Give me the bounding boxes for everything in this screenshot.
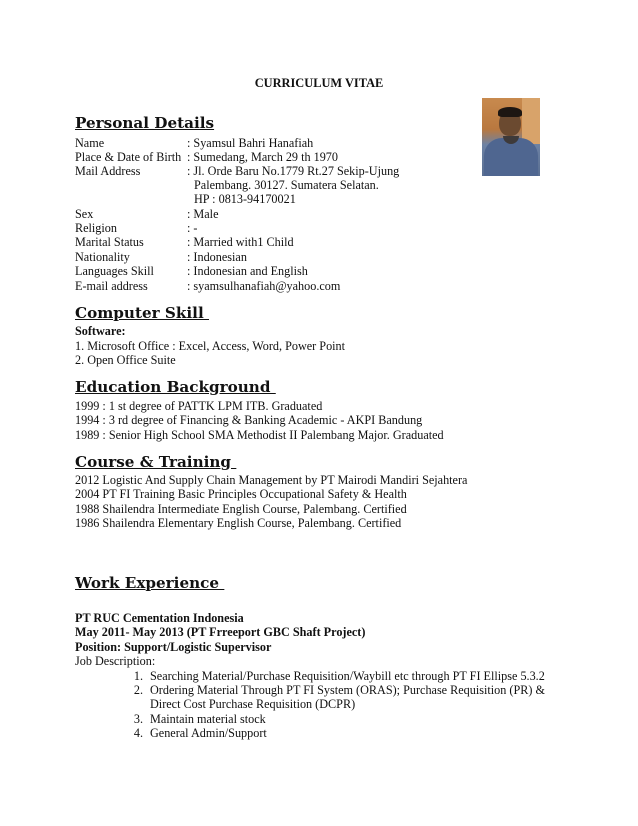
task-text: Ordering Material Through PT FI System (ORAS); Purchase Requisition (PR) & <box>150 683 545 697</box>
photo-background <box>522 98 540 144</box>
task-number: 2. <box>133 683 143 697</box>
birth-label: Place & Date of Birth <box>75 150 182 164</box>
work-period: May 2011- May 2013 (PT Frreeport GBC Shaft Project) <box>75 625 366 639</box>
course-item: 1988 Shailendra Intermediate English Course, Palembang. Certified <box>75 502 407 516</box>
education-item: 1989 : Senior High School SMA Methodist II Palembang Major. Graduated <box>75 428 444 442</box>
software-label: Software: <box>75 324 126 338</box>
email-label: E-mail address <box>75 279 148 293</box>
mail-phone: HP : 0813-94170021 <box>194 192 296 206</box>
education-heading: Education Background <box>75 378 276 396</box>
marital-label: Marital Status <box>75 235 144 249</box>
company-name: PT RUC Cementation Indonesia <box>75 611 244 625</box>
course-training-heading: Course & Training <box>75 453 237 471</box>
computer-skill-heading: Computer Skill <box>75 304 210 322</box>
work-experience-heading: Work Experience <box>75 574 225 592</box>
software-item: 1. Microsoft Office : Excel, Access, Word, Power Point <box>75 339 346 353</box>
task-number: 4. <box>133 726 143 740</box>
name-value: : Syamsul Bahri Hanafiah <box>187 136 314 150</box>
education-item: 1999 : 1 st degree of PATTK LPM ITB. Graduated <box>75 399 323 413</box>
email-value: : syamsulhanafiah@yahoo.com <box>187 279 341 293</box>
course-item: 2004 PT FI Training Basic Principles Occupational Safety & Health <box>75 487 407 501</box>
education-item: 1994 : 3 rd degree of Financing & Banking Academic - AKPI Bandung <box>75 413 423 427</box>
job-description-label: Job Description: <box>75 654 156 668</box>
task-text: General Admin/Support <box>150 726 267 740</box>
languages-label: Languages Skill <box>75 264 154 278</box>
task-number: 1. <box>133 669 143 683</box>
software-item: 2. Open Office Suite <box>75 353 176 367</box>
profile-photo <box>482 98 540 176</box>
task-text-continued: Direct Cost Purchase Requisition (DCPR) <box>150 697 356 711</box>
religion-label: Religion <box>75 221 117 235</box>
document-title: CURRICULUM VITAE <box>254 76 384 90</box>
task-number: 3. <box>133 712 143 726</box>
birth-value: : Sumedang, March 29 th 1970 <box>187 150 338 164</box>
mail-label: Mail Address <box>75 164 141 178</box>
sex-value: : Male <box>187 207 219 221</box>
nationality-value: : Indonesian <box>187 250 247 264</box>
name-label: Name <box>75 136 105 150</box>
work-position: Position: Support/Logistic Supervisor <box>75 640 272 654</box>
marital-value: : Married with1 Child <box>187 235 294 249</box>
religion-value: : - <box>187 221 198 235</box>
task-text: Maintain material stock <box>150 712 266 726</box>
photo-hair <box>498 107 522 117</box>
course-item: 1986 Shailendra Elementary English Course, Palembang. Certified <box>75 516 402 530</box>
languages-value: : Indonesian and English <box>187 264 308 278</box>
mail-city: Palembang. 30127. Sumatera Selatan. <box>194 178 379 192</box>
mail-value: : Jl. Orde Baru No.1779 Rt.27 Sekip-Ujung <box>187 164 400 178</box>
task-text: Searching Material/Purchase Requisition/Waybill etc through PT FI Ellipse 5.3.2 <box>150 669 545 683</box>
personal-details-heading: Personal Details <box>75 114 215 132</box>
nationality-label: Nationality <box>75 250 130 264</box>
sex-label: Sex <box>75 207 94 221</box>
course-item: 2012 Logistic And Supply Chain Management by PT Mairodi Mandiri Sejahtera <box>75 473 468 487</box>
